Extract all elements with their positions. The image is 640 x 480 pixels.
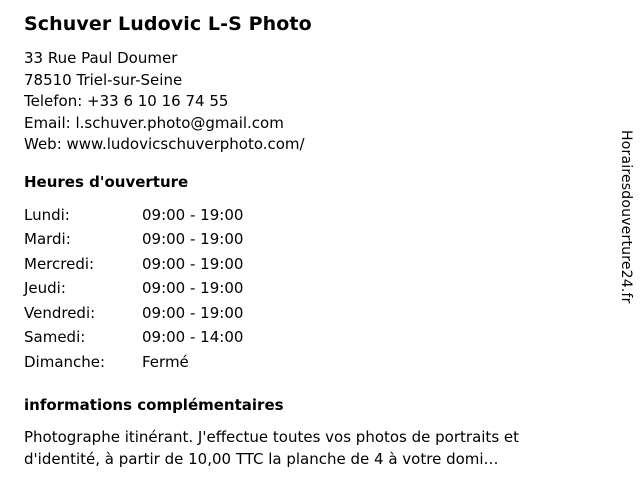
hours-day: Jeudi: — [24, 279, 66, 297]
table-row — [24, 255, 243, 280]
hours-day: Mardi: — [24, 230, 71, 248]
address-city: 78510 Triel-sur-Seine — [24, 70, 183, 89]
hours-day: Vendredi: — [24, 303, 96, 322]
page-title: Schuver Ludovic L-S Photo — [24, 13, 312, 35]
hours-time: 09:00 - 14:00 — [142, 328, 244, 346]
hours-day: Samedi: — [24, 328, 86, 346]
hours-time: 09:00 - 19:00 — [142, 254, 244, 273]
additional-info-text: Photographe itinérant. J'effectue toutes vos photos de portraits et d'identité, à partir de 10,00 TTC la planche de 4 à votre domi… — [24, 428, 520, 468]
website-line: Web: www.ludovicschuverphoto.com/ — [24, 135, 305, 153]
table-row — [24, 230, 243, 255]
email-line: Email: l.schuver.photo@gmail.com — [24, 113, 284, 132]
hours-time: 09:00 - 19:00 — [142, 205, 244, 224]
opening-hours-table — [24, 206, 243, 378]
table-row — [24, 206, 243, 231]
hours-time: 09:00 - 19:00 — [142, 303, 244, 322]
table-row — [24, 304, 243, 329]
hours-time: 09:00 - 19:00 — [142, 279, 244, 297]
business-card — [24, 12, 594, 470]
hours-day: Mercredi: — [24, 254, 95, 273]
table-row — [24, 279, 243, 304]
table-row — [24, 353, 243, 378]
additional-info-title: informations complémentaires — [24, 396, 284, 414]
hours-time: Fermé — [142, 352, 189, 371]
opening-hours-title: Heures d'ouverture — [24, 172, 189, 191]
hours-day: Lundi: — [24, 205, 70, 224]
watermark-label: Horairesdouverture24.fr — [618, 130, 634, 304]
hours-day: Dimanche: — [24, 352, 106, 371]
address-street: 33 Rue Paul Doumer — [24, 49, 178, 67]
table-row — [24, 328, 243, 353]
contact-block — [24, 48, 594, 156]
phone-line: Telefon: +33 6 10 16 74 55 — [24, 92, 229, 110]
hours-time: 09:00 - 19:00 — [142, 230, 244, 248]
